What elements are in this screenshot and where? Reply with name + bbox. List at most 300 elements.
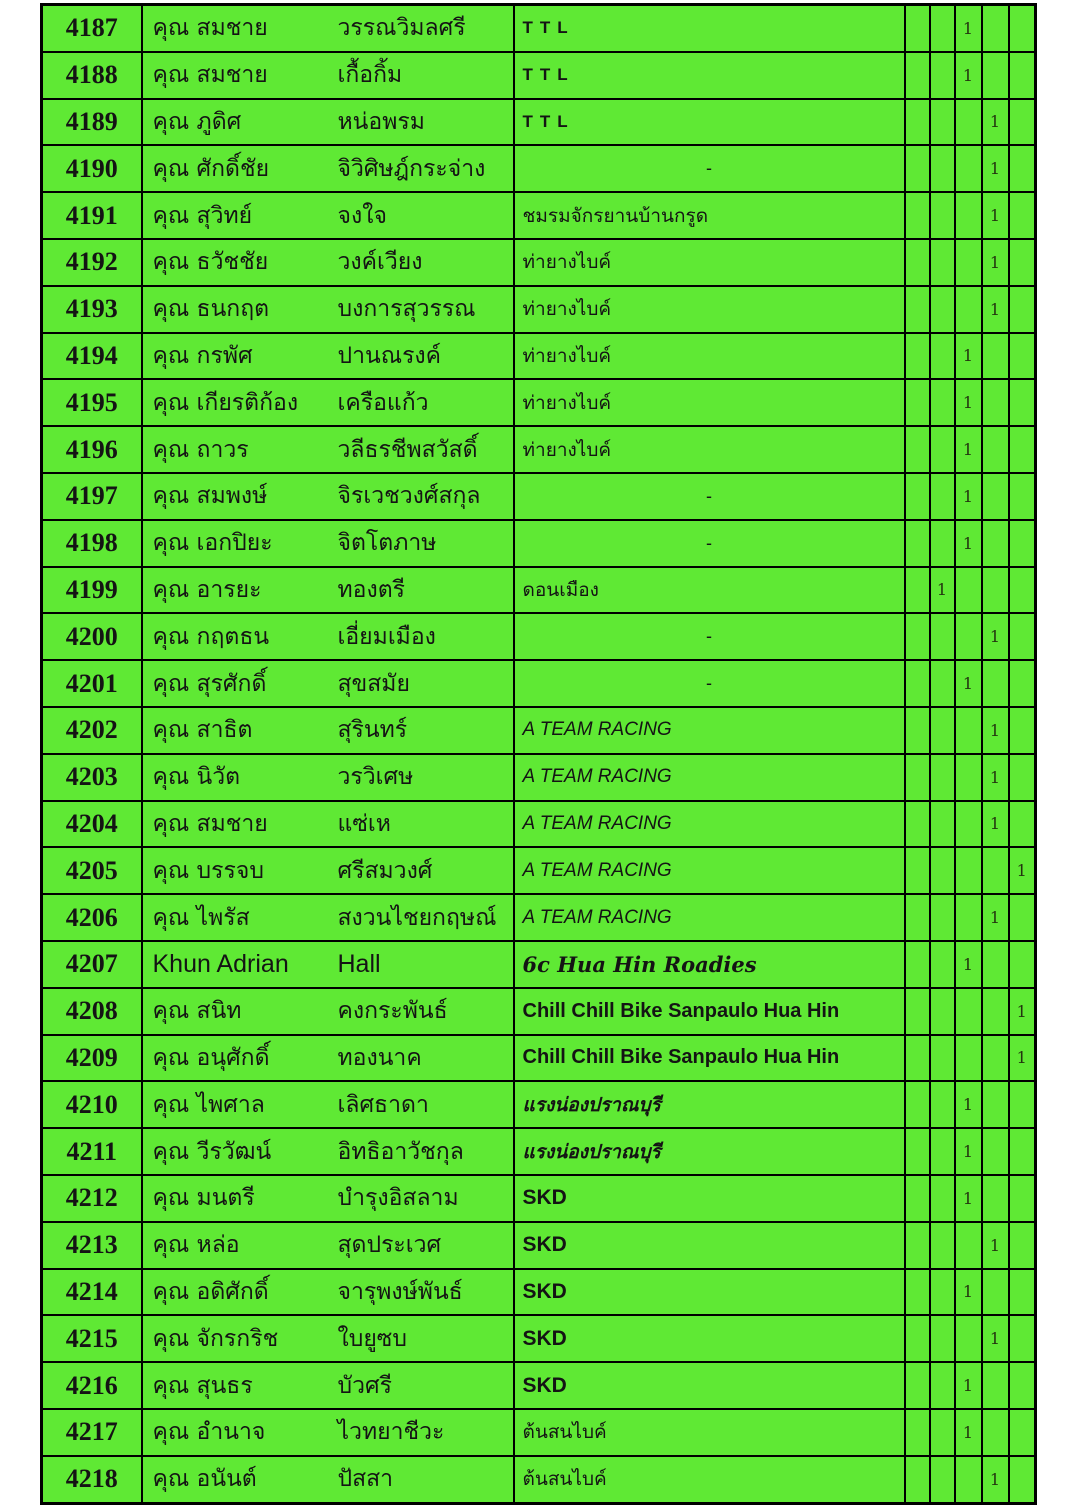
- rider-name: [153, 666, 513, 702]
- team-cell: A TEAM RACING: [514, 894, 905, 941]
- mark-cell-4: 1: [982, 239, 1009, 286]
- mark-cell-5: [1009, 567, 1036, 614]
- rider-first-name: คุณ กรพัศ: [152, 342, 253, 369]
- mark-cell-4: 1: [982, 1315, 1009, 1362]
- rider-name: [153, 806, 513, 842]
- rider-name-cell: [142, 1128, 514, 1175]
- mark-cell-5: [1009, 1081, 1036, 1128]
- rider-number-cell: 4203: [42, 754, 142, 801]
- team-cell: ต้นสนไบค์: [514, 1409, 905, 1456]
- team-cell: Chill Chill Bike Sanpaulo Hua Hin: [514, 988, 905, 1035]
- team-cell: ท่ายางไบค์: [514, 426, 905, 473]
- mark-cell-5: [1009, 286, 1036, 333]
- rider-last-name: บัวศรี: [337, 1372, 392, 1399]
- mark-cell-2: [930, 192, 955, 239]
- rider-last-name: คงกระพันธ์: [337, 998, 448, 1025]
- mark-cell-1: [905, 1315, 930, 1362]
- rider-first-name: คุณ ภูดิศ: [152, 108, 242, 135]
- rider-first-name: คุณ สุนธร: [152, 1372, 253, 1399]
- mark-cell-1: [905, 1175, 930, 1222]
- table-row: [42, 1362, 1036, 1409]
- rider-number-cell: 4204: [42, 801, 142, 848]
- rider-last-name: เกื้อกิ้ม: [337, 62, 403, 89]
- mark-cell-3: [955, 894, 982, 941]
- rider-name-cell: [142, 239, 514, 286]
- mark-cell-4: [982, 941, 1009, 988]
- rider-last-name: จารุพงษ์พันธ์: [337, 1278, 463, 1305]
- mark-cell-4: [982, 379, 1009, 426]
- mark-cell-2: [930, 1315, 955, 1362]
- mark-cell-4: [982, 1081, 1009, 1128]
- rider-first-name: คุณ ธวัชชัย: [152, 249, 269, 276]
- rider-number-cell: 4199: [42, 567, 142, 614]
- mark-cell-2: [930, 613, 955, 660]
- rider-number-cell: 4198: [42, 520, 142, 567]
- mark-cell-3: [955, 754, 982, 801]
- mark-cell-5: [1009, 1362, 1036, 1409]
- mark-cell-5: [1009, 660, 1036, 707]
- mark-cell-4: 1: [982, 145, 1009, 192]
- table-row: [42, 1315, 1036, 1362]
- rider-name-cell: [142, 99, 514, 146]
- rider-last-name: เอี่ยมเมือง: [337, 623, 436, 650]
- mark-cell-3: [955, 707, 982, 754]
- rider-name-cell: [142, 1035, 514, 1082]
- team-cell: SKD: [514, 1222, 905, 1269]
- rider-last-name: จิตโตภาษ: [337, 530, 437, 557]
- team-cell: แรงน่องปราณบุรี: [514, 1081, 905, 1128]
- rider-name-cell: [142, 1175, 514, 1222]
- rider-name-cell: [142, 473, 514, 520]
- registration-sheet: [40, 3, 1080, 1505]
- mark-cell-2: [930, 754, 955, 801]
- mark-cell-3: [955, 286, 982, 333]
- table-row: [42, 1128, 1036, 1175]
- rider-name: [153, 1180, 513, 1216]
- rider-last-name: ศรีสมวงศ์: [337, 857, 433, 884]
- team-cell: -: [514, 660, 905, 707]
- rider-number-cell: 4213: [42, 1222, 142, 1269]
- table-row: [42, 567, 1036, 614]
- mark-cell-1: [905, 707, 930, 754]
- mark-cell-1: [905, 801, 930, 848]
- mark-cell-4: [982, 1035, 1009, 1082]
- mark-cell-4: 1: [982, 192, 1009, 239]
- mark-cell-1: [905, 145, 930, 192]
- team-cell: แรงน่องปราณบุรี: [514, 1128, 905, 1175]
- table-row: [42, 520, 1036, 567]
- rider-name: [153, 1321, 513, 1357]
- team-cell: A TEAM RACING: [514, 754, 905, 801]
- mark-cell-4: [982, 1128, 1009, 1175]
- mark-cell-5: [1009, 1456, 1036, 1503]
- mark-cell-3: 1: [955, 1175, 982, 1222]
- mark-cell-3: 1: [955, 1081, 982, 1128]
- mark-cell-3: 1: [955, 333, 982, 380]
- mark-cell-3: 1: [955, 1128, 982, 1175]
- rider-table-body: [42, 5, 1036, 1504]
- team-cell: ท่ายางไบค์: [514, 239, 905, 286]
- mark-cell-3: 1: [955, 52, 982, 99]
- rider-name: [153, 432, 513, 468]
- mark-cell-5: [1009, 1315, 1036, 1362]
- mark-cell-4: 1: [982, 613, 1009, 660]
- mark-cell-3: [955, 99, 982, 146]
- rider-name: [153, 950, 513, 979]
- rider-first-name: คุณ อารยะ: [152, 576, 262, 603]
- rider-name: [153, 712, 513, 748]
- rider-name-cell: [142, 707, 514, 754]
- rider-last-name: วรรณวิมลศรี: [337, 15, 466, 42]
- rider-number-cell: 4216: [42, 1362, 142, 1409]
- rider-name-cell: [142, 894, 514, 941]
- mark-cell-5: [1009, 1128, 1036, 1175]
- team-cell: SKD: [514, 1362, 905, 1409]
- mark-cell-5: 1: [1009, 988, 1036, 1035]
- mark-cell-3: [955, 239, 982, 286]
- mark-cell-3: [955, 1222, 982, 1269]
- rider-name-cell: [142, 1315, 514, 1362]
- mark-cell-3: [955, 567, 982, 614]
- mark-cell-4: [982, 847, 1009, 894]
- team-cell: -: [514, 473, 905, 520]
- rider-first-name: คุณ จักรกริช: [152, 1325, 279, 1352]
- table-row: [42, 5, 1036, 52]
- rider-name: [153, 1368, 513, 1404]
- rider-last-name: จิวิศิษฎ์กระจ่าง: [337, 155, 486, 182]
- rider-last-name: บงการสุวรรณ: [337, 296, 476, 323]
- mark-cell-3: 1: [955, 941, 982, 988]
- rider-number-cell: 4205: [42, 847, 142, 894]
- mark-cell-4: [982, 333, 1009, 380]
- rider-first-name: คุณ นิวัต: [152, 764, 241, 791]
- table-row: [42, 473, 1036, 520]
- mark-cell-2: [930, 52, 955, 99]
- rider-last-name: สุรินทร์: [337, 717, 408, 744]
- mark-cell-4: 1: [982, 286, 1009, 333]
- table-row: [42, 286, 1036, 333]
- rider-number-cell: 4196: [42, 426, 142, 473]
- rider-first-name: คุณ สนิท: [152, 998, 242, 1025]
- rider-name-cell: [142, 145, 514, 192]
- rider-last-name: สุขสมัย: [337, 670, 410, 697]
- mark-cell-2: [930, 239, 955, 286]
- rider-first-name: Khun Adrian: [152, 949, 289, 978]
- rider-first-name: คุณ สมพงษ์: [152, 483, 268, 510]
- rider-first-name: คุณ เกียรติก้อง: [152, 389, 299, 416]
- mark-cell-2: [930, 941, 955, 988]
- team-cell: TTL: [514, 5, 905, 52]
- rider-first-name: คุณ มนตรี: [152, 1185, 255, 1212]
- rider-last-name: สุดประเวศ: [337, 1232, 442, 1259]
- team-cell: ชมรมจักรยานบ้านกรูด: [514, 192, 905, 239]
- mark-cell-5: [1009, 1175, 1036, 1222]
- rider-number-cell: 4207: [42, 941, 142, 988]
- rider-first-name: คุณ บรรจบ: [152, 857, 264, 884]
- rider-name: [153, 104, 513, 140]
- rider-number-cell: 4188: [42, 52, 142, 99]
- rider-name: [153, 291, 513, 327]
- rider-name: [153, 385, 513, 421]
- rider-name: [153, 10, 513, 46]
- rider-name-cell: [142, 1269, 514, 1316]
- rider-number-cell: 4187: [42, 5, 142, 52]
- rider-number-cell: 4194: [42, 333, 142, 380]
- mark-cell-2: [930, 1175, 955, 1222]
- rider-number-cell: 4189: [42, 99, 142, 146]
- mark-cell-4: [982, 1269, 1009, 1316]
- team-cell: SKD: [514, 1175, 905, 1222]
- team-cell: A TEAM RACING: [514, 847, 905, 894]
- table-row: [42, 801, 1036, 848]
- rider-last-name: ทองนาค: [337, 1044, 422, 1071]
- mark-cell-2: [930, 473, 955, 520]
- rider-name-cell: [142, 1409, 514, 1456]
- mark-cell-2: [930, 145, 955, 192]
- rider-name-cell: [142, 988, 514, 1035]
- rider-name-cell: [142, 286, 514, 333]
- rider-last-name: ใบยูซบ: [337, 1325, 408, 1352]
- mark-cell-5: 1: [1009, 847, 1036, 894]
- mark-cell-4: 1: [982, 894, 1009, 941]
- rider-name-cell: [142, 567, 514, 614]
- mark-cell-1: [905, 847, 930, 894]
- rider-first-name: คุณ อนันต์: [152, 1466, 257, 1493]
- mark-cell-2: [930, 1081, 955, 1128]
- mark-cell-1: [905, 567, 930, 614]
- rider-last-name: จงใจ: [337, 202, 387, 229]
- mark-cell-5: [1009, 379, 1036, 426]
- mark-cell-3: 1: [955, 426, 982, 473]
- team-cell: SKD: [514, 1315, 905, 1362]
- mark-cell-4: 1: [982, 801, 1009, 848]
- mark-cell-1: [905, 660, 930, 707]
- mark-cell-2: [930, 1035, 955, 1082]
- rider-name: [153, 1134, 513, 1170]
- mark-cell-2: [930, 286, 955, 333]
- rider-name-cell: [142, 613, 514, 660]
- rider-first-name: คุณ หล่อ: [152, 1232, 240, 1259]
- rider-name-cell: [142, 941, 514, 988]
- rider-name: [153, 244, 513, 280]
- rider-first-name: คุณ เอกปิยะ: [152, 530, 273, 557]
- mark-cell-1: [905, 333, 930, 380]
- rider-first-name: คุณ สาธิต: [152, 717, 253, 744]
- table-row: [42, 1269, 1036, 1316]
- rider-last-name: เครือแก้ว: [337, 389, 429, 416]
- rider-number-cell: 4195: [42, 379, 142, 426]
- mark-cell-2: 1: [930, 567, 955, 614]
- rider-number-cell: 4191: [42, 192, 142, 239]
- rider-number-cell: 4193: [42, 286, 142, 333]
- rider-last-name: อิทธิอาวัชกุล: [337, 1138, 464, 1165]
- rider-number-cell: 4218: [42, 1456, 142, 1503]
- rider-first-name: คุณ สมชาย: [152, 15, 268, 42]
- rider-name-cell: [142, 5, 514, 52]
- table-row: [42, 1081, 1036, 1128]
- rider-last-name: เลิศธาดา: [337, 1091, 429, 1118]
- rider-number-cell: 4200: [42, 613, 142, 660]
- team-cell: -: [514, 145, 905, 192]
- mark-cell-4: [982, 426, 1009, 473]
- mark-cell-3: 1: [955, 660, 982, 707]
- mark-cell-2: [930, 379, 955, 426]
- mark-cell-4: [982, 1175, 1009, 1222]
- team-cell: -: [514, 520, 905, 567]
- rider-number-cell: 4212: [42, 1175, 142, 1222]
- mark-cell-1: [905, 426, 930, 473]
- rider-name-cell: [142, 801, 514, 848]
- mark-cell-2: [930, 426, 955, 473]
- mark-cell-5: [1009, 99, 1036, 146]
- rider-number-cell: 4209: [42, 1035, 142, 1082]
- team-cell: TTL: [514, 52, 905, 99]
- rider-first-name: คุณ ถาวร: [152, 436, 249, 463]
- mark-cell-1: [905, 286, 930, 333]
- mark-cell-4: [982, 1362, 1009, 1409]
- table-row: [42, 1456, 1036, 1503]
- mark-cell-2: [930, 660, 955, 707]
- mark-cell-4: [982, 567, 1009, 614]
- table-row: [42, 1222, 1036, 1269]
- mark-cell-4: 1: [982, 707, 1009, 754]
- team-cell: ต้นสนไบค์: [514, 1456, 905, 1503]
- rider-name: [153, 853, 513, 889]
- table-row: [42, 1175, 1036, 1222]
- mark-cell-5: [1009, 426, 1036, 473]
- mark-cell-4: [982, 1409, 1009, 1456]
- rider-name: [153, 993, 513, 1029]
- rider-name-cell: [142, 847, 514, 894]
- mark-cell-5: [1009, 192, 1036, 239]
- mark-cell-5: [1009, 239, 1036, 286]
- rider-first-name: คุณ สุรศักดิ์: [152, 670, 267, 697]
- table-row: [42, 660, 1036, 707]
- rider-first-name: คุณ อดิศักดิ์: [152, 1278, 269, 1305]
- rider-name: [153, 1087, 513, 1123]
- mark-cell-5: [1009, 520, 1036, 567]
- mark-cell-4: [982, 52, 1009, 99]
- table-row: [42, 1409, 1036, 1456]
- mark-cell-4: 1: [982, 99, 1009, 146]
- rider-name-cell: [142, 1222, 514, 1269]
- rider-first-name: คุณ ศักดิ์ชัย: [152, 155, 270, 182]
- mark-cell-5: [1009, 707, 1036, 754]
- team-cell: Chill Chill Bike Sanpaulo Hua Hin: [514, 1035, 905, 1082]
- team-cell: SKD: [514, 1269, 905, 1316]
- rider-first-name: คุณ ธนกฤต: [152, 296, 270, 323]
- mark-cell-5: [1009, 5, 1036, 52]
- rider-first-name: คุณ สมชาย: [152, 62, 268, 89]
- mark-cell-1: [905, 1081, 930, 1128]
- rider-name-cell: [142, 379, 514, 426]
- mark-cell-3: 1: [955, 1362, 982, 1409]
- mark-cell-4: 1: [982, 1222, 1009, 1269]
- rider-first-name: คุณ อนุศักดิ์: [152, 1044, 270, 1071]
- team-cell: ท่ายางไบค์: [514, 379, 905, 426]
- mark-cell-3: [955, 988, 982, 1035]
- mark-cell-3: [955, 613, 982, 660]
- mark-cell-2: [930, 707, 955, 754]
- rider-name: [153, 1227, 513, 1263]
- mark-cell-1: [905, 1035, 930, 1082]
- rider-last-name: จิรเวชวงศ์สกุล: [337, 483, 481, 510]
- rider-number-cell: 4208: [42, 988, 142, 1035]
- mark-cell-1: [905, 1269, 930, 1316]
- mark-cell-5: [1009, 613, 1036, 660]
- rider-name-cell: [142, 426, 514, 473]
- mark-cell-5: [1009, 145, 1036, 192]
- mark-cell-3: 1: [955, 473, 982, 520]
- mark-cell-2: [930, 988, 955, 1035]
- rider-first-name: คุณ อำนาจ: [152, 1419, 266, 1446]
- mark-cell-1: [905, 99, 930, 146]
- rider-name-cell: [142, 1081, 514, 1128]
- mark-cell-3: [955, 1456, 982, 1503]
- table-row: [42, 707, 1036, 754]
- rider-name: [153, 619, 513, 655]
- mark-cell-5: [1009, 1409, 1036, 1456]
- rider-number-cell: 4214: [42, 1269, 142, 1316]
- team-cell: ท่ายางไบค์: [514, 286, 905, 333]
- table-row: [42, 754, 1036, 801]
- mark-cell-4: [982, 473, 1009, 520]
- mark-cell-5: [1009, 754, 1036, 801]
- mark-cell-2: [930, 801, 955, 848]
- rider-name-cell: [142, 192, 514, 239]
- mark-cell-1: [905, 239, 930, 286]
- team-cell: -: [514, 613, 905, 660]
- mark-cell-1: [905, 5, 930, 52]
- rider-last-name: หน่อพรม: [337, 108, 425, 135]
- mark-cell-1: [905, 192, 930, 239]
- rider-number-cell: 4217: [42, 1409, 142, 1456]
- rider-name: [153, 759, 513, 795]
- mark-cell-4: [982, 660, 1009, 707]
- rider-last-name: ไวทยาชีวะ: [337, 1419, 445, 1446]
- table-row: [42, 847, 1036, 894]
- mark-cell-1: [905, 894, 930, 941]
- mark-cell-5: 1: [1009, 1035, 1036, 1082]
- mark-cell-4: [982, 988, 1009, 1035]
- rider-last-name: ปัสสา: [337, 1466, 394, 1493]
- table-row: [42, 145, 1036, 192]
- rider-number-cell: 4211: [42, 1128, 142, 1175]
- rider-name-cell: [142, 1456, 514, 1503]
- mark-cell-1: [905, 754, 930, 801]
- table-row: [42, 192, 1036, 239]
- rider-first-name: คุณ กฤตธน: [152, 623, 270, 650]
- rider-name-cell: [142, 52, 514, 99]
- mark-cell-1: [905, 988, 930, 1035]
- mark-cell-2: [930, 520, 955, 567]
- rider-name-cell: [142, 333, 514, 380]
- mark-cell-3: [955, 847, 982, 894]
- mark-cell-1: [905, 1222, 930, 1269]
- mark-cell-1: [905, 1409, 930, 1456]
- mark-cell-5: [1009, 941, 1036, 988]
- rider-name: [153, 525, 513, 561]
- mark-cell-2: [930, 99, 955, 146]
- mark-cell-2: [930, 847, 955, 894]
- mark-cell-1: [905, 520, 930, 567]
- mark-cell-4: 1: [982, 1456, 1009, 1503]
- table-row: [42, 333, 1036, 380]
- mark-cell-4: [982, 520, 1009, 567]
- table-row: [42, 988, 1036, 1035]
- mark-cell-2: [930, 894, 955, 941]
- rider-first-name: คุณ สมชาย: [152, 810, 268, 837]
